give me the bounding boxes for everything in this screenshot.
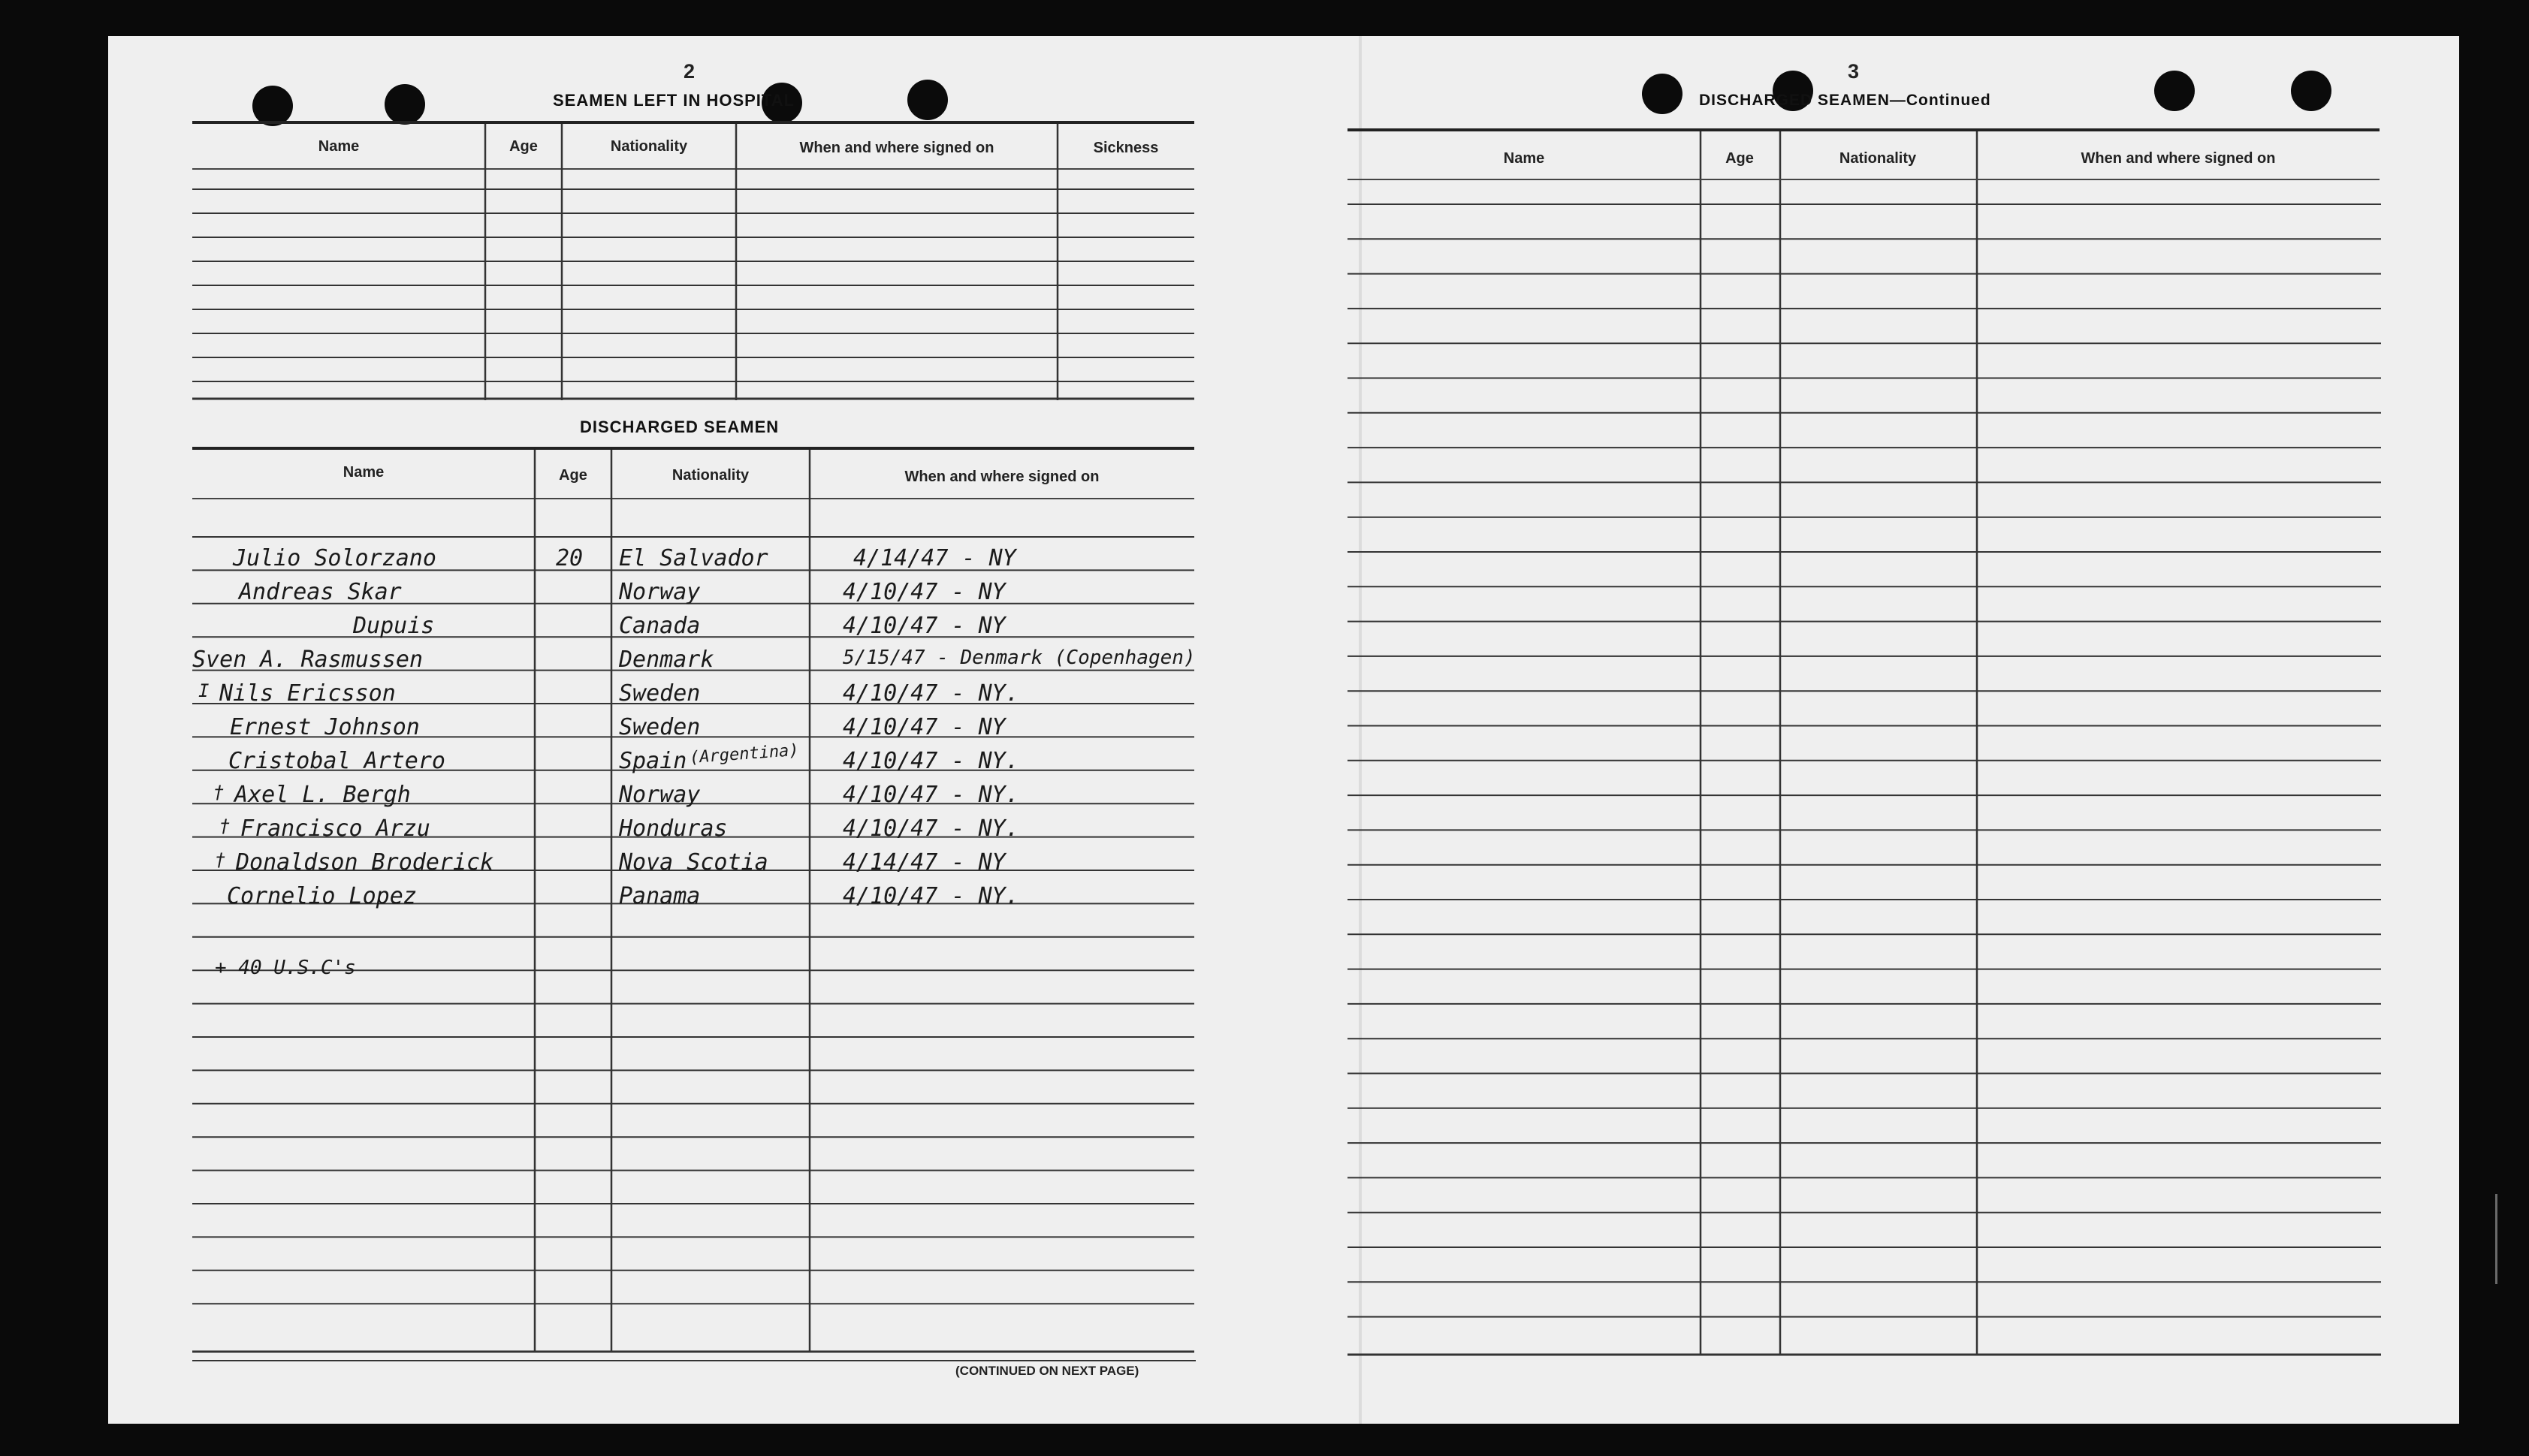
discharged-signed-on: 4/10/47 - NY <box>843 579 1006 605</box>
continued-footer: (CONTINUED ON NEXT PAGE) <box>955 1364 1139 1378</box>
discharged-signed-on: 4/10/47 - NY. <box>843 883 1019 909</box>
hospital-header-sickness: Sickness <box>1093 140 1159 156</box>
right-header-signed-on: When and where signed on <box>2081 150 2276 167</box>
discharged-name: Nils Ericsson <box>219 680 396 707</box>
right-header-nationality: Nationality <box>1839 150 1917 167</box>
discharged-name: Ernest Johnson <box>230 714 420 740</box>
discharged-nationality: Norway <box>619 579 701 605</box>
discharged-nationality: Denmark <box>619 647 714 673</box>
discharged-nationality: Panama <box>619 883 701 909</box>
right-header-age: Age <box>1725 150 1754 167</box>
right-header-rule <box>1347 179 2380 180</box>
discharged-nationality: Sweden <box>619 680 701 707</box>
discharged-name: Sven A. Rasmussen <box>192 647 424 673</box>
discharged-name: Cristobal Artero <box>228 748 445 774</box>
discharged-signed-on: 4/14/47 - NY <box>853 545 1016 571</box>
row-mark: † <box>213 782 225 803</box>
discharged-name: Axel L. Bergh <box>234 782 411 808</box>
discharged-header-signed-on: When and where signed on <box>904 469 1100 485</box>
discharged-signed-on: 4/10/47 - NY <box>843 714 1006 740</box>
row-mark: I <box>198 680 210 701</box>
discharged-header-name: Name <box>343 464 385 481</box>
right-top-rule <box>1347 128 2380 131</box>
right-title: DISCHARGED SEAMEN—Continued <box>1699 92 1991 109</box>
hospital-title: SEAMEN LEFT IN HOSPITAL <box>553 91 795 110</box>
discharged-signed-on: 4/10/47 - NY. <box>843 815 1019 842</box>
row-mark: † <box>219 815 231 837</box>
discharged-age: 20 <box>556 545 584 571</box>
discharged-nationality: Sweden <box>619 714 701 740</box>
discharged-nationality: Spain <box>619 748 687 774</box>
page-number-left: 2 <box>684 60 696 83</box>
discharged-nationality: Canada <box>619 613 701 639</box>
nationality-note: (Argentina) <box>689 740 800 768</box>
hospital-header-name: Name <box>318 138 360 155</box>
total-note: + 40 U.S.C's <box>215 957 356 979</box>
row-mark: † <box>215 849 226 870</box>
discharged-nationality: El Salvador <box>619 545 768 571</box>
hospital-header-age: Age <box>509 138 538 155</box>
discharged-signed-on: 5/15/47 - Denmark (Copenhagen) <box>843 647 1196 669</box>
discharged-name: Julio Solorzano <box>233 545 436 571</box>
discharged-name: Donaldson Broderick <box>236 849 494 876</box>
hospital-header-signed-on: When and where signed on <box>799 140 994 156</box>
discharged-nationality: Honduras <box>619 815 728 842</box>
discharged-nationality: Nova Scotia <box>619 849 768 876</box>
discharged-name: Dupuis <box>353 613 435 639</box>
discharged-signed-on: 4/10/47 - NY <box>843 613 1006 639</box>
discharged-signed-on: 4/10/47 - NY. <box>843 748 1019 774</box>
discharged-signed-on: 4/10/47 - NY. <box>843 680 1019 707</box>
discharged-nationality: Norway <box>619 782 701 808</box>
discharged-name: Francisco Arzu <box>240 815 430 842</box>
discharged-name: Cornelio Lopez <box>227 883 417 909</box>
discharged-title: DISCHARGED SEAMEN <box>580 418 780 436</box>
discharged-signed-on: 4/14/47 - NY <box>843 849 1006 876</box>
discharged-signed-on: 4/10/47 - NY. <box>843 782 1019 808</box>
discharged-header-nationality: Nationality <box>671 467 750 484</box>
discharged-header-age: Age <box>559 467 587 484</box>
discharged-name: Andreas Skar <box>239 579 402 605</box>
page-number-right: 3 <box>1848 60 1860 83</box>
right-header-name: Name <box>1503 150 1545 167</box>
hospital-header-nationality: Nationality <box>610 138 688 155</box>
